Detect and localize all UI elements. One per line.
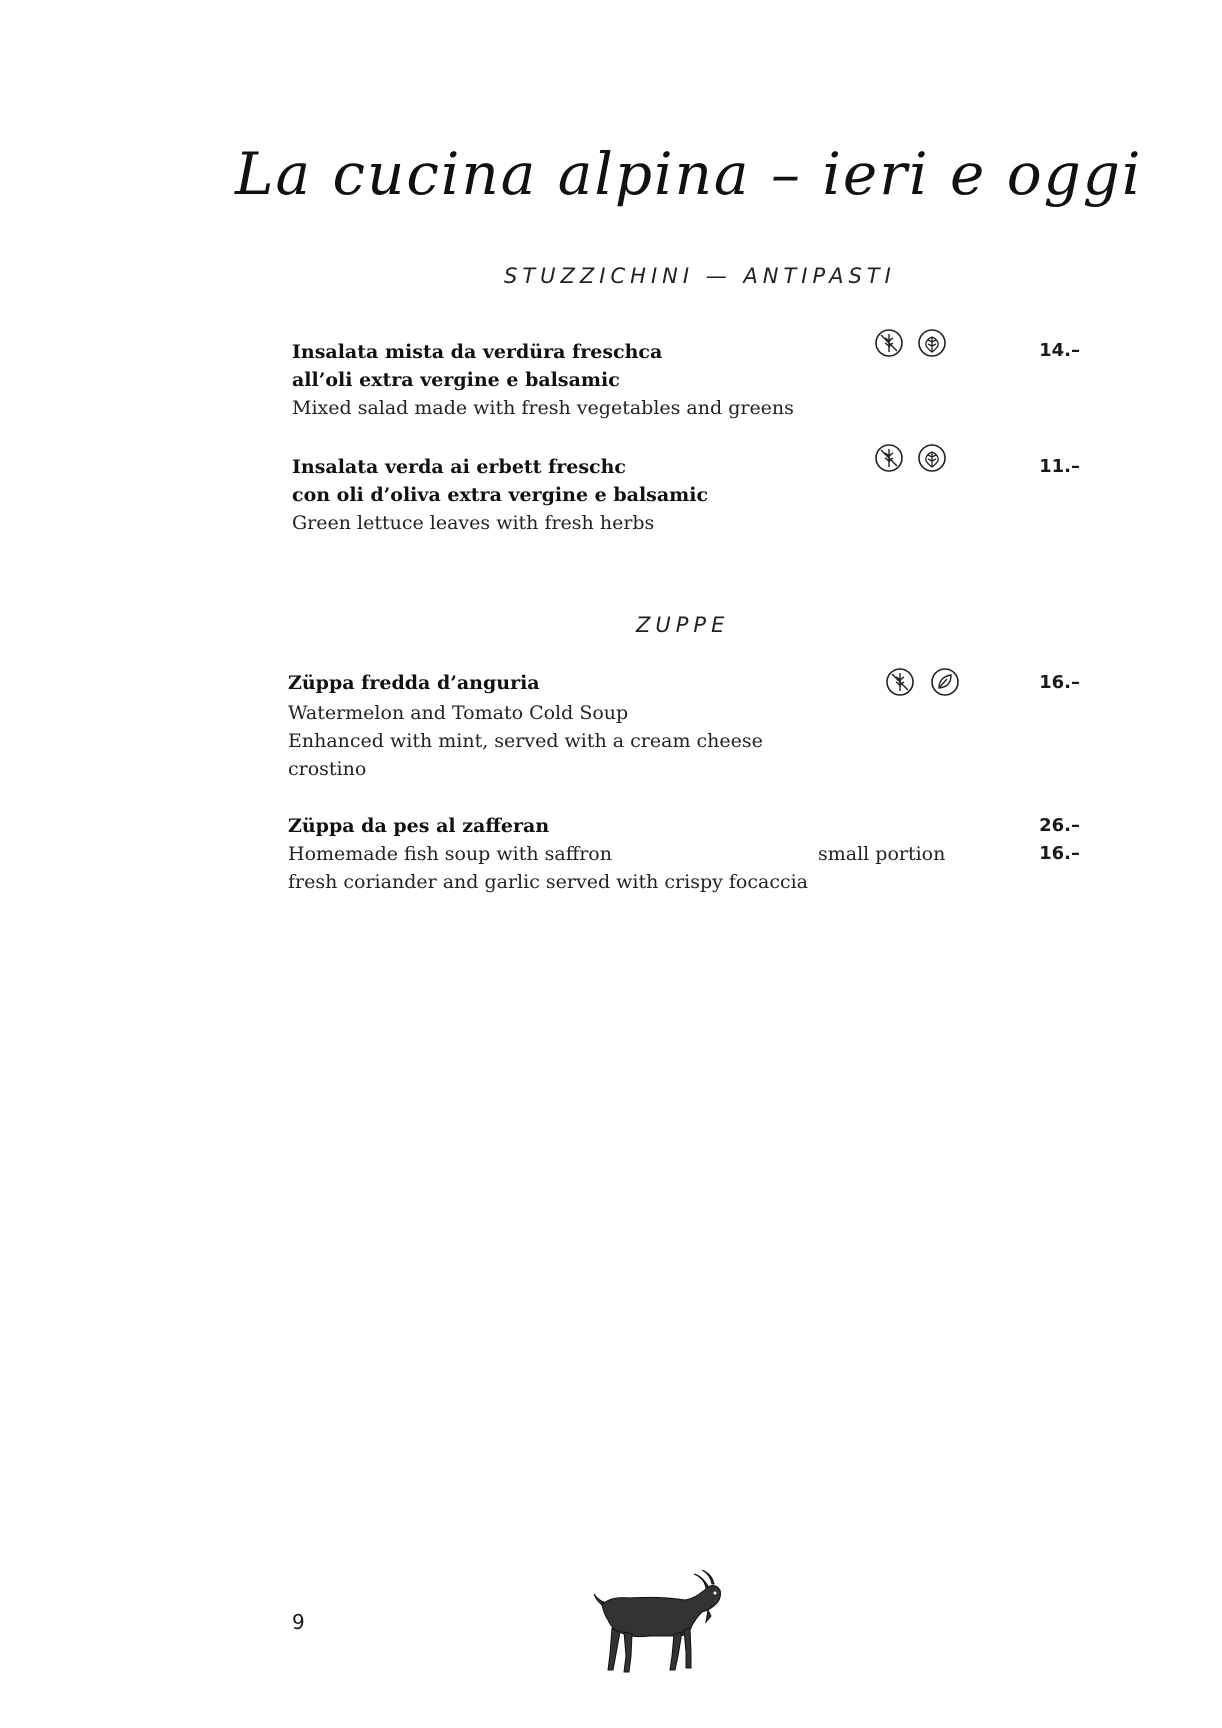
dish-description: Green lettuce leaves with fresh herbs xyxy=(292,512,655,534)
dish-description: crostino xyxy=(288,758,367,780)
dish-description: Mixed salad made with fresh vegetables and greens xyxy=(292,397,794,419)
vegan-icon xyxy=(917,443,947,473)
dish-name: all’oli extra vergine e balsamic xyxy=(292,369,620,391)
vegetarian-icon xyxy=(930,667,960,697)
dish-description: Homemade fish soup with saffron xyxy=(288,843,612,865)
dish-name: con oli d’oliva extra vergine e balsamic xyxy=(292,484,709,506)
dish-name: Insalata mista da verdüra freschca xyxy=(292,341,663,363)
small-portion-price: 16.– xyxy=(1039,843,1080,864)
gluten-free-icon xyxy=(874,443,904,473)
vegan-icon xyxy=(917,328,947,358)
dish-description: Enhanced with mint, served with a cream cheese xyxy=(288,730,763,752)
page-title: La cucina alpina – ieri e oggi xyxy=(235,140,1143,208)
dish-price: 14.– xyxy=(1039,340,1080,361)
section-heading-antipasti: STUZZICHINI — ANTIPASTI xyxy=(504,264,896,288)
dish-name: Züppa fredda d’anguria xyxy=(288,672,540,694)
dish-name: Insalata verda ai erbett freschc xyxy=(292,456,626,478)
dish-description: Watermelon and Tomato Cold Soup xyxy=(288,702,629,724)
dish-price: 26.– xyxy=(1039,815,1080,836)
section-heading-zuppe: ZUPPE xyxy=(636,613,730,637)
dish-name: Züppa da pes al zafferan xyxy=(288,815,550,837)
page-number: 9 xyxy=(292,1610,305,1634)
dish-price: 16.– xyxy=(1039,672,1080,693)
goat-illustration xyxy=(590,1570,730,1680)
gluten-free-icon xyxy=(885,667,915,697)
gluten-free-icon xyxy=(874,328,904,358)
dish-description: fresh coriander and garlic served with crispy focaccia xyxy=(288,871,809,893)
small-portion-label: small portion xyxy=(818,843,946,865)
dish-price: 11.– xyxy=(1039,456,1080,477)
